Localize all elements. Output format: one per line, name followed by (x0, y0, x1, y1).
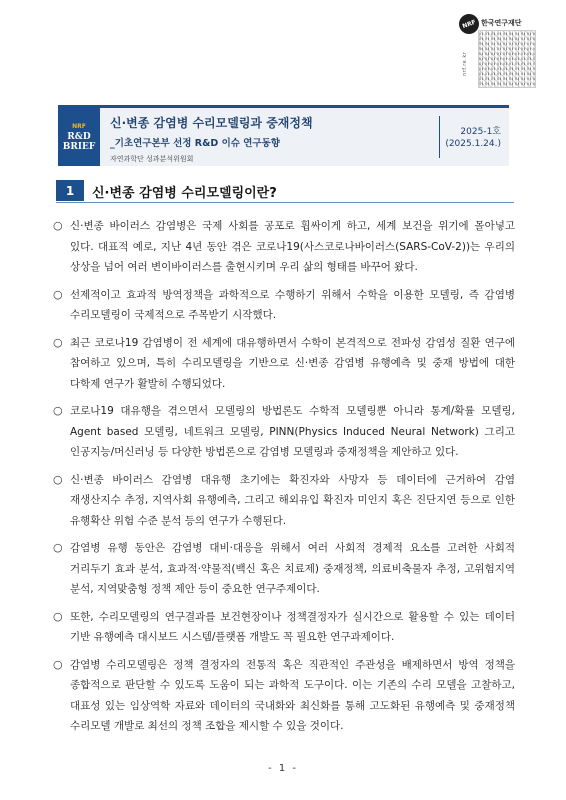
banner-divider (439, 116, 440, 158)
paragraph (53, 655, 515, 737)
paragraph (53, 216, 515, 278)
paragraph (53, 333, 515, 395)
brief-nrf-mark: NRF (72, 122, 86, 130)
brief-header-banner (58, 105, 509, 166)
circle-bullet-icon: ○ (53, 287, 63, 301)
page-number: - 1 - (268, 763, 298, 774)
paragraph-text: 감염병 수리모델링은 정책 결정자의 전통적 혹은 직관적인 주관성을 배제하면서 방역 정책을 종합적으로 판단할 수 있도록 도움이 되는 과학적 도구이다. 이는 기존의 수리 모델을 고찰하고, 대표성 있는 임상역학 자료와 데이터의 국내화와 최신화를 통해 고도화된 유행예측 및 중재정책 수리모델 개발로 최선의 정책 조합을 제시할 수 있을 것이다. (70, 658, 515, 732)
section-title: 신·변종 감염병 수리모델링이란? (92, 186, 277, 201)
circle-bullet-icon: ○ (53, 657, 63, 671)
qr-code-icon (478, 30, 536, 88)
paragraph-text: 코로나19 대유행을 겪으면서 모델링의 방법론도 수학적 모델링뿐 아니라 통계/확률 모델링, Agent based 모델링, 네트워크 모델링, PINN(Physics Induced Neural Network) 그리고 인공지능/머신러닝 등 다양한 방법론으로 감염병 모델링과 중재정책을 제안하고 있다. (70, 405, 515, 458)
org-logo-text: 한국연구재단 (481, 19, 522, 27)
circle-bullet-icon: ○ (53, 335, 63, 349)
body-content (53, 216, 515, 744)
circle-bullet-icon: ○ (53, 472, 63, 486)
paragraph (53, 470, 515, 532)
nrf-logo-icon: NRF (456, 11, 482, 37)
section-heading (56, 180, 514, 203)
side-url-label: nrf.re.kr (462, 51, 468, 76)
paragraph (53, 607, 515, 648)
paragraph-text: 신·변종 바이러스 감염병 대유행 초기에는 확진자와 사망자 등 데이터에 근거하여 감염 재생산지수 추정, 지역사회 유행예측, 그리고 해외유입 확진자 미인지 혹은 진단지연 등으로 인한 유행확산 위험 수준 분석 등의 연구가 수행된다. (70, 473, 515, 527)
paragraph (53, 285, 515, 326)
circle-bullet-icon: ○ (53, 404, 63, 417)
paragraph-text: 또한, 수리모델링의 연구결과를 보건현장이나 정책결정자가 실시간으로 활용할 수 있는 데이터 기반 유행예측 대시보드 시스템/플랫폼 개발도 꼭 필요한 연구과제이다. (70, 610, 515, 643)
paragraph-text: 선제적이고 효과적 방역정책을 과학적으로 수행하기 위해서 수학을 이용한 모델링, 즉 감염병 수리모델링이 국제적으로 주목받기 시작했다. (70, 288, 515, 321)
issue-date: (2025.1.24.) (445, 139, 501, 149)
section-number: 1 (56, 180, 84, 201)
brief-organization: 자연과학단 성과분석위원회 (110, 155, 194, 163)
paragraph (53, 401, 515, 463)
circle-bullet-icon: ○ (53, 219, 63, 232)
circle-bullet-icon: ○ (53, 609, 63, 623)
brief-line-1: R&D (67, 131, 91, 142)
brief-line-2: BRIEF (62, 141, 96, 152)
brief-title: 신·변종 감염병 수리모델링과 중재정책 (110, 116, 313, 130)
brief-subtitle: _기초연구본부 선정 R&D 이슈 연구동향 (110, 138, 280, 149)
paragraph (53, 538, 515, 600)
paragraph-text: 신·변종 바이러스 감염병은 국제 사회를 공포로 휩싸이게 하고, 세계 보건을 위기에 몰아넣고 있다. 대표적 예로, 지난 4년 동안 겪은 코로나19(사스코로나바이러스(SARS-CoV-2))는 우리의 상상을 넘어 여러 변이바이러스를 출현시키며 우리 삶의 형태를 바꾸어 왔다. (70, 220, 515, 273)
issue-number: 2025-1호 (460, 127, 501, 137)
circle-bullet-icon: ○ (53, 541, 63, 554)
paragraph-text: 감염병 유행 동안은 감염병 대비·대응을 위해서 여러 사회적 경제적 요소를 고려한 사회적 거리두기 효과 분석, 효과적·약물적(백신 혹은 치료제) 중재정책, 의료비축물자 추정, 고위험지역 분석, 지역맞춤형 정책 제안 등이 중요한 연구주제이다. (70, 542, 515, 595)
rd-brief-logo (58, 108, 100, 166)
paragraph-text: 최근 코로나19 감염병이 전 세계에 대유행하면서 수학이 본격적으로 전파성 감염성 질환 연구에 참여하고 있으며, 특히 수리모델링을 기반으로 신·변종 감염병 유행예측 및 중재 방법에 대한 다학제 연구가 활발히 수행되었다. (70, 336, 515, 390)
